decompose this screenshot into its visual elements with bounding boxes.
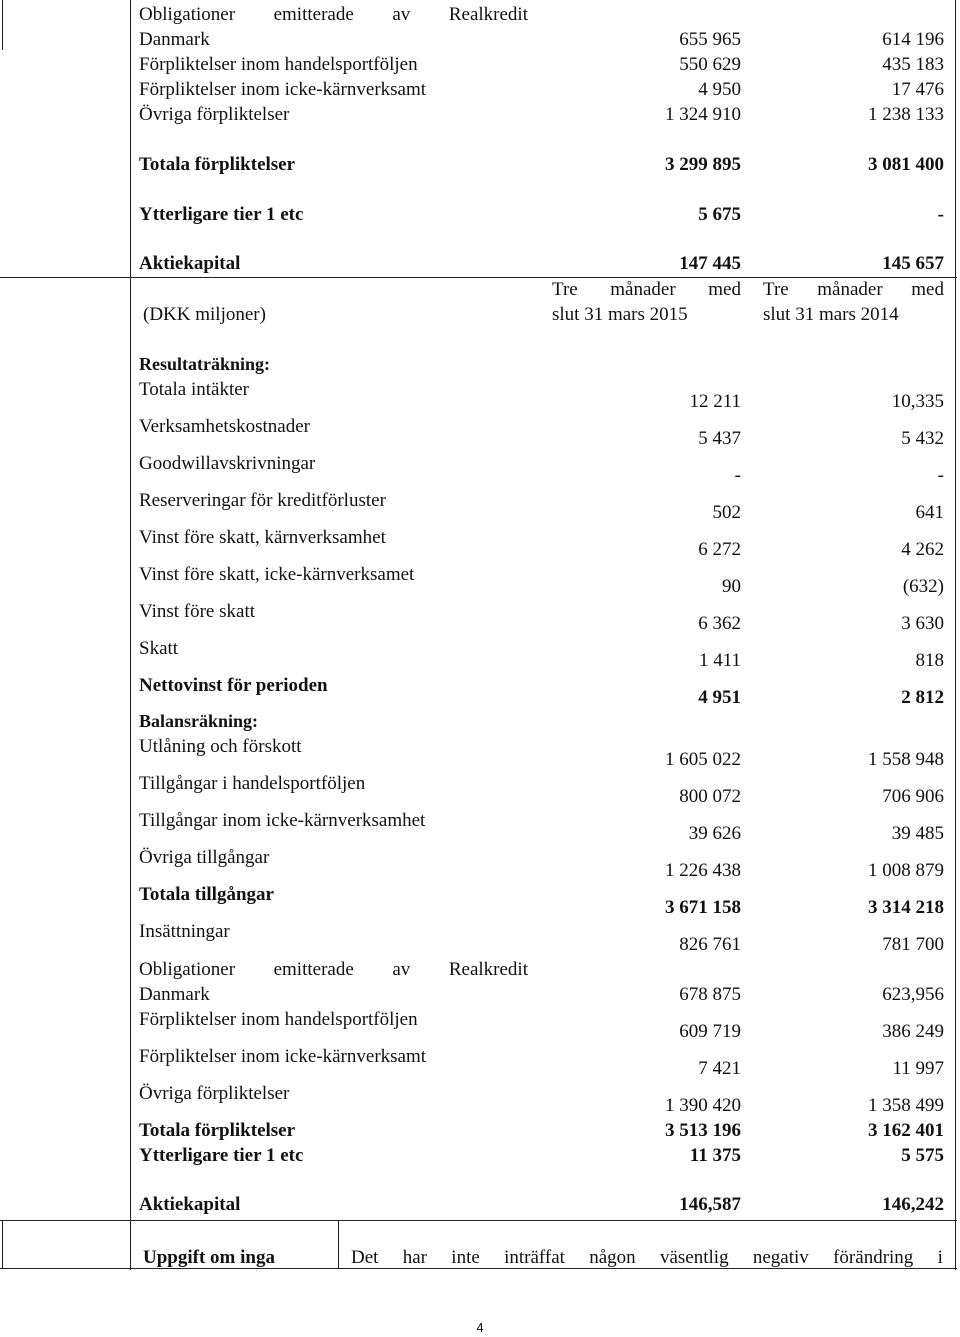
value-2014: 2 812 — [901, 687, 944, 708]
row-label: Goodwillavskrivningar — [139, 453, 316, 474]
col-header-2014-line2: slut 31 mars 2014 — [763, 304, 899, 325]
value-2015: 3 671 158 — [665, 897, 741, 918]
value-2015: 5 675 — [698, 204, 741, 225]
value-2015: 4 950 — [698, 79, 741, 100]
value-2015: 7 421 — [698, 1058, 741, 1079]
value-2015: 609 719 — [679, 1021, 741, 1042]
value-2014: 641 — [915, 502, 944, 523]
value-2014: 146,242 — [882, 1194, 944, 1215]
row-label: Insättningar — [139, 921, 230, 942]
value-2014: 145 657 — [882, 253, 944, 274]
value-2015: 4 951 — [698, 687, 741, 708]
tier1-label: Ytterligare tier 1 etc — [139, 204, 304, 225]
value-2014: 818 — [915, 650, 944, 671]
row-label: Verksamhetskostnader — [139, 416, 310, 437]
footer-label: Uppgift om inga — [143, 1247, 275, 1268]
value-2015: 11 375 — [689, 1145, 741, 1166]
value-2015: 1 390 420 — [665, 1095, 741, 1116]
value-2014: 10,335 — [891, 391, 944, 412]
row-label: Reserveringar för kreditförluster — [139, 490, 386, 511]
value-2015: 3 513 196 — [665, 1120, 741, 1141]
value-2014: 3 630 — [901, 613, 944, 634]
row-label: Övriga förpliktelser — [139, 104, 290, 125]
value-2014: - — [937, 204, 944, 225]
row-label: Vinst före skatt, kärnverksamhet — [139, 527, 386, 548]
row-label: Totala tillgångar — [139, 884, 274, 905]
value-2015: 1 226 438 — [665, 860, 741, 881]
row-label: Ytterligare tier 1 etc — [139, 1145, 304, 1166]
row-label: Vinst före skatt, icke-kärnverksamet — [139, 564, 415, 585]
value-2015: 1 411 — [698, 650, 741, 671]
table-left-border — [130, 0, 131, 1270]
row-label: Tillgångar i handelsportföljen — [139, 773, 366, 794]
row-label: Vinst före skatt — [139, 601, 256, 622]
share-capital-label: Aktiekapital — [139, 253, 241, 274]
value-2015: 12 211 — [689, 391, 741, 412]
section-heading: Balansräkning: — [139, 711, 259, 731]
value-2014: 3 081 400 — [868, 154, 944, 175]
row-label: Förpliktelser inom icke-kärnverksamt — [139, 1046, 427, 1067]
value-2014: 706 906 — [882, 786, 944, 807]
value-2015: 502 — [712, 502, 741, 523]
unit-label: (DKK miljoner) — [143, 304, 266, 325]
footer-cell-divider — [338, 1220, 339, 1268]
row-label: Danmark — [139, 984, 210, 1005]
value-2014: 3 162 401 — [868, 1120, 944, 1141]
col-header-2014: Tre månader med — [763, 279, 944, 300]
row-label: Obligationer emitterade av Realkredit — [139, 4, 528, 25]
row-label: Tillgångar inom icke-kärnverksamhet — [139, 810, 426, 831]
value-2014: 435 183 — [882, 54, 944, 75]
page-number: 4 — [476, 1320, 484, 1335]
value-2014: - — [937, 465, 944, 486]
value-2014: 5 432 — [901, 428, 944, 449]
value-2015: 5 437 — [698, 428, 741, 449]
value-2014: 614 196 — [882, 29, 944, 50]
row-label: Övriga tillgångar — [139, 847, 270, 868]
total-liabilities-label: Totala förpliktelser — [139, 154, 296, 175]
value-2015: 1 605 022 — [665, 749, 741, 770]
value-2015: 6 362 — [698, 613, 741, 634]
value-2014: 5 575 — [901, 1145, 944, 1166]
value-2015: 550 629 — [679, 54, 741, 75]
value-2015: - — [734, 465, 741, 486]
row-label: Övriga förpliktelser — [139, 1083, 290, 1104]
table-rule — [0, 1220, 957, 1221]
row-label: Totala förpliktelser — [139, 1120, 296, 1141]
value-2015: 800 072 — [679, 786, 741, 807]
value-2014: 623,956 — [882, 984, 944, 1005]
row-label: Aktiekapital — [139, 1194, 241, 1215]
table-rule — [0, 277, 957, 278]
row-label: Förpliktelser inom handelsportföljen — [139, 1009, 418, 1030]
value-2015: 826 761 — [679, 934, 741, 955]
col-header-2015: Tre månader med — [552, 279, 741, 300]
value-2014: 3 314 218 — [868, 897, 944, 918]
value-2014: 1 358 499 — [868, 1095, 944, 1116]
row-label: Förpliktelser inom handelsportföljen — [139, 54, 418, 75]
value-2014: (632) — [902, 576, 944, 597]
row-label: Utlåning och förskott — [139, 736, 302, 757]
section-heading: Resultaträkning: — [139, 354, 271, 374]
value-2015: 655 965 — [679, 29, 741, 50]
value-2014: 17 476 — [891, 79, 944, 100]
value-2015: 3 299 895 — [665, 154, 741, 175]
value-2014: 781 700 — [882, 934, 944, 955]
row-label: Förpliktelser inom icke-kärnverksamt — [139, 79, 427, 100]
value-2015: 678 875 — [679, 984, 741, 1005]
value-2015: 39 626 — [688, 823, 741, 844]
table-right-border — [955, 0, 956, 1270]
value-2014: 386 249 — [882, 1021, 944, 1042]
row-label: Totala intäkter — [139, 379, 249, 400]
value-2014: 11 997 — [892, 1058, 944, 1079]
value-2015: 6 272 — [698, 539, 741, 560]
value-2014: 39 485 — [891, 823, 944, 844]
row-label: Obligationer emitterade av Realkredit — [139, 959, 528, 980]
footer-text: Det har inte inträffat någon väsentlig negativ förändring i — [351, 1247, 943, 1268]
value-2015: 147 445 — [679, 253, 741, 274]
value-2015: 146,587 — [679, 1194, 741, 1215]
table-left-border — [2, 1220, 3, 1268]
value-2014: 4 262 — [901, 539, 944, 560]
col-header-2015-line2: slut 31 mars 2015 — [552, 304, 688, 325]
value-2014: 1 238 133 — [868, 104, 944, 125]
value-2015: 1 324 910 — [665, 104, 741, 125]
value-2015: 90 — [722, 576, 741, 597]
value-2014: 1 008 879 — [868, 860, 944, 881]
table-left-border — [2, 0, 3, 50]
row-label: Nettovinst för perioden — [139, 675, 328, 696]
row-label: Danmark — [139, 29, 210, 50]
value-2014: 1 558 948 — [868, 749, 944, 770]
row-label: Skatt — [139, 638, 179, 659]
